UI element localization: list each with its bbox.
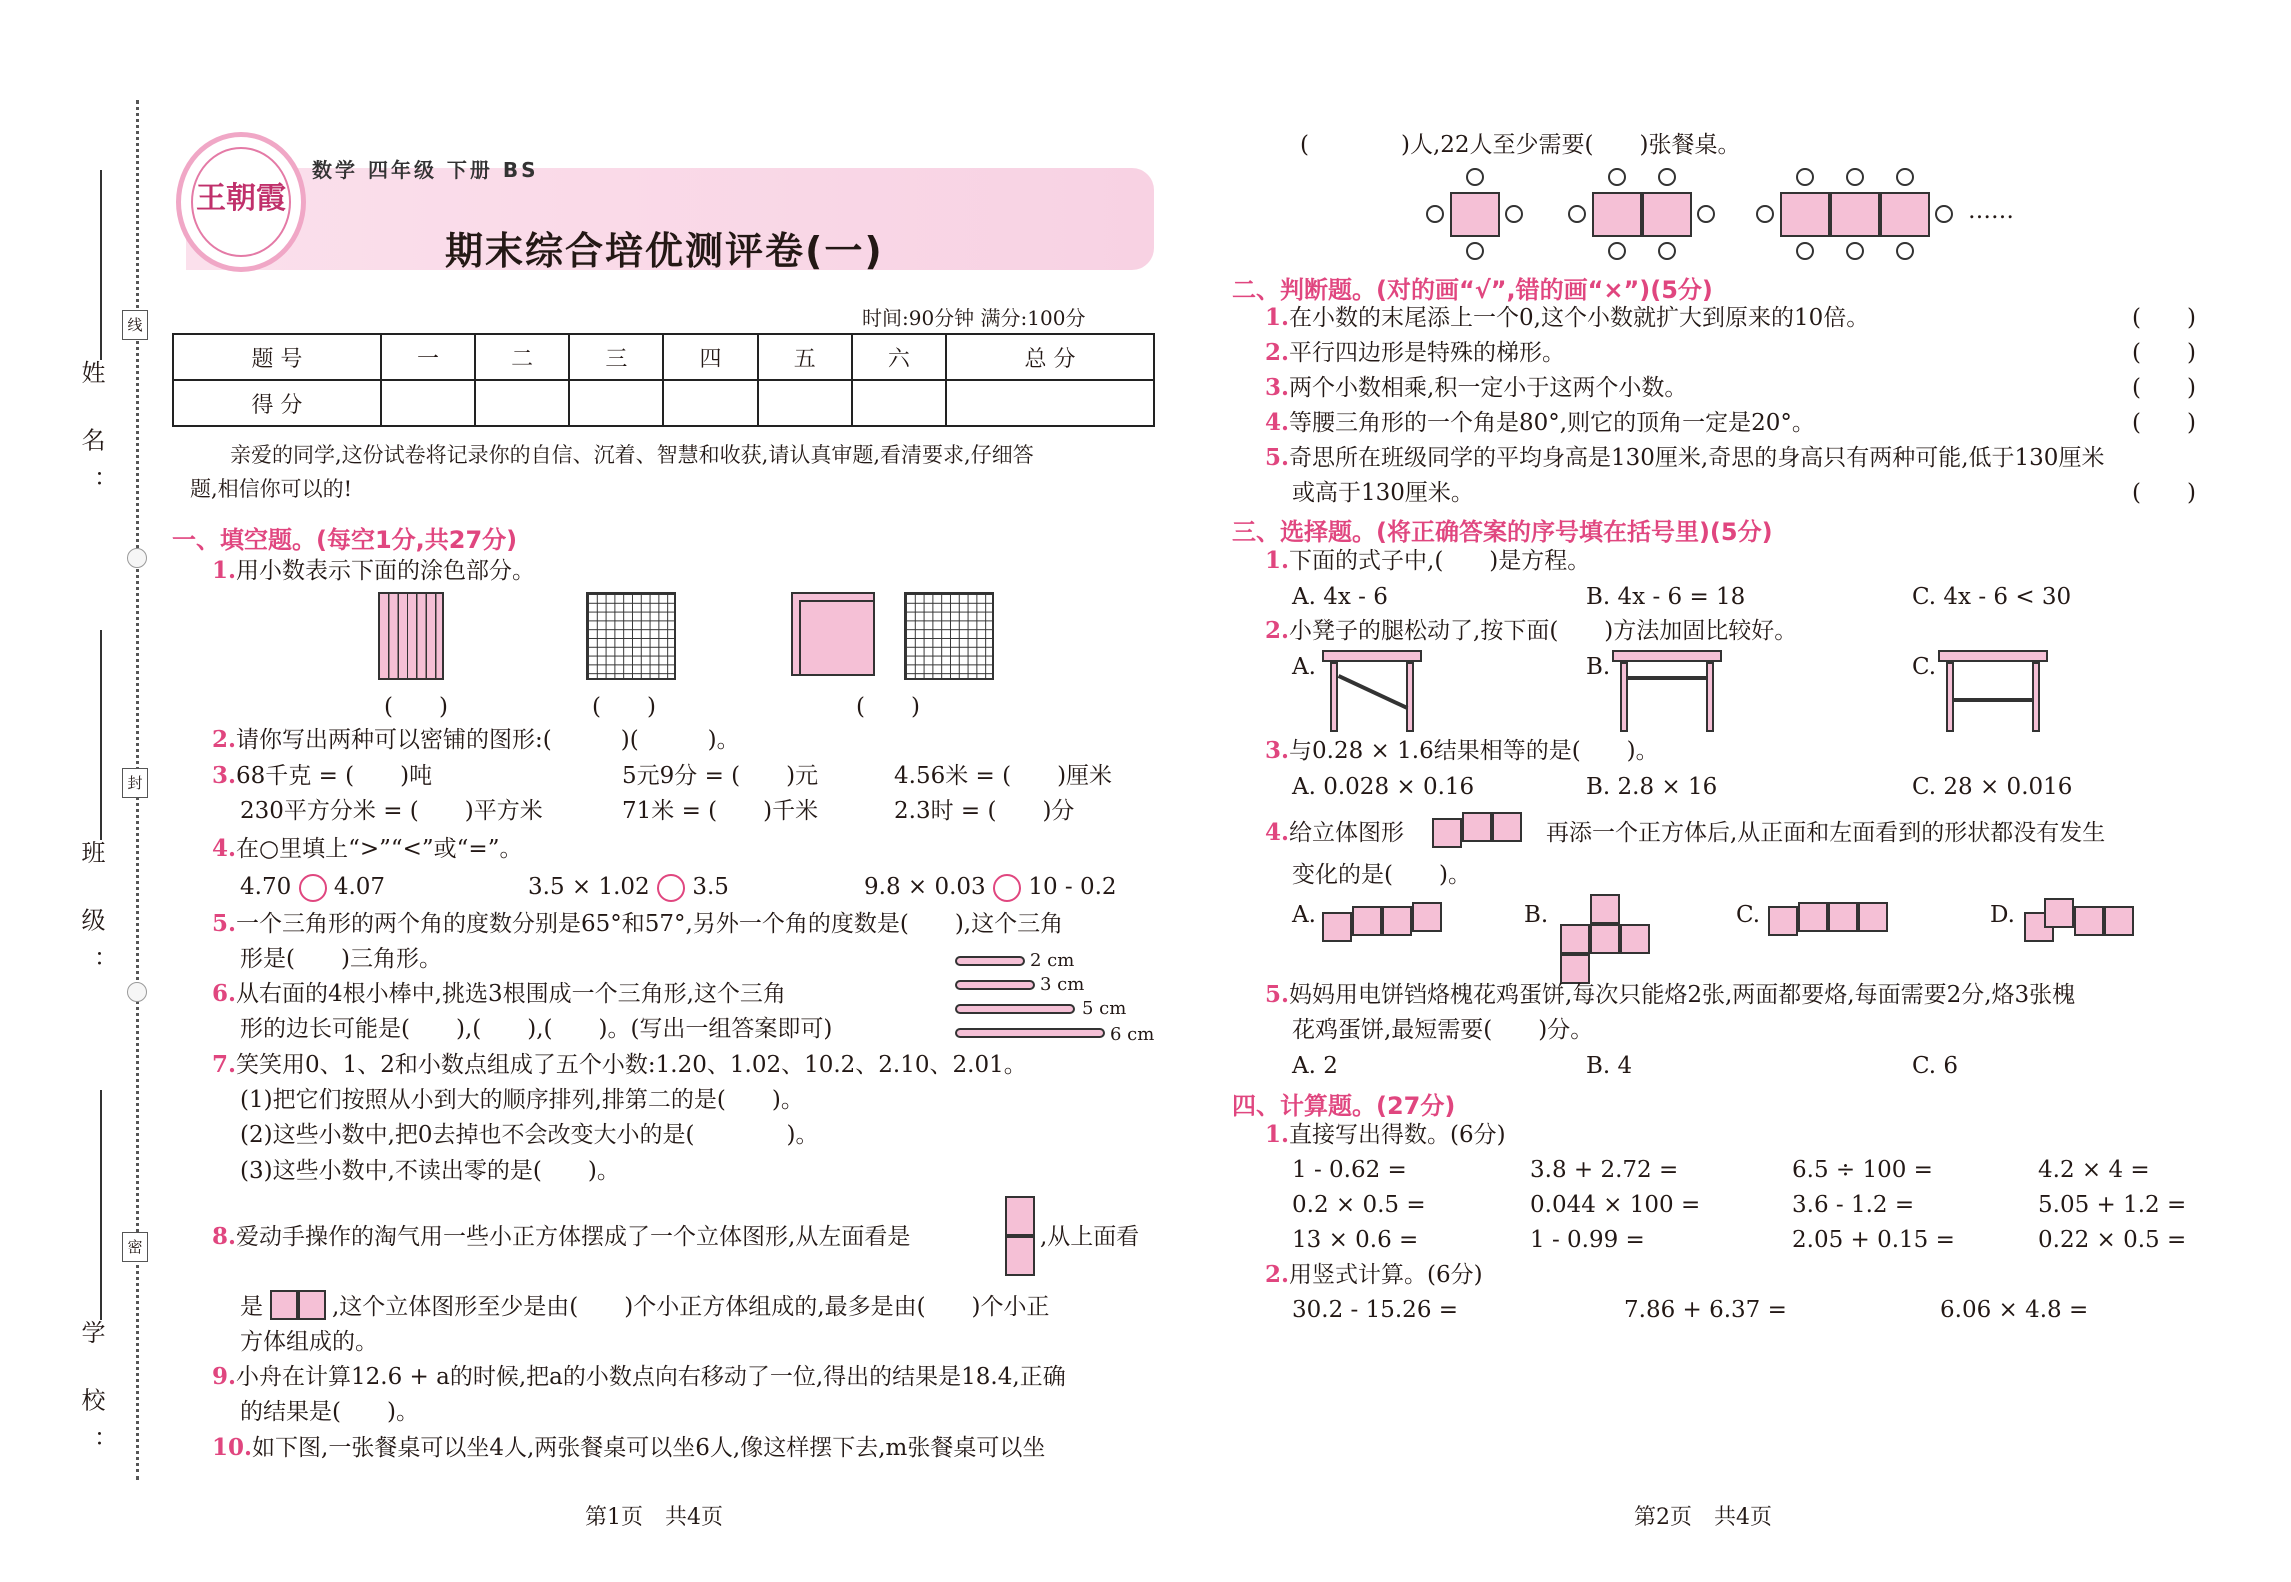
question-text: 在小数的末尾添上一个0,这个小数就扩大到原来的10倍。 bbox=[1289, 305, 1870, 331]
question-number: 3. bbox=[212, 762, 237, 789]
score-header-row bbox=[173, 334, 1154, 380]
solid-cube bbox=[1462, 812, 1492, 842]
table-cell: 一 bbox=[381, 334, 475, 380]
question-number: 2. bbox=[1265, 339, 1290, 366]
solid-cube bbox=[1352, 906, 1382, 936]
calc-item: 3.8 + 2.72 = bbox=[1530, 1157, 1679, 1183]
grid-figure bbox=[586, 592, 676, 680]
score-cell[interactable] bbox=[946, 380, 1154, 426]
school-label: 学 校： bbox=[77, 1320, 105, 1472]
question-text: 68千克 = ( )吨 bbox=[236, 763, 433, 789]
seat bbox=[1466, 168, 1484, 186]
binding-hole-icon bbox=[127, 548, 147, 568]
option[interactable]: A. bbox=[1292, 654, 1316, 680]
solid-cube bbox=[1590, 924, 1620, 954]
option[interactable]: C. bbox=[1736, 902, 1761, 928]
question-text: 妈妈用电饼铛烙槐花鸡蛋饼,每次只能烙2张,两面都要烙,每面需要2分,烙3张槐 bbox=[1289, 982, 2076, 1008]
option[interactable]: C. 6 bbox=[1912, 1053, 1959, 1079]
calc-item: 1 - 0.62 = bbox=[1292, 1157, 1407, 1183]
stick-label: 2 cm bbox=[1030, 950, 1075, 971]
option[interactable]: B. 4 bbox=[1586, 1053, 1633, 1079]
seat bbox=[1568, 205, 1586, 223]
seat bbox=[1846, 168, 1864, 186]
seat bbox=[1608, 242, 1626, 260]
option[interactable]: B. bbox=[1524, 902, 1549, 928]
question-number: 5. bbox=[1265, 981, 1290, 1008]
question-text: 笑笑用0、1、2和小数点组成了五个小数:1.20、1.02、10.2、2.10、2.01。 bbox=[236, 1052, 1027, 1078]
table-cell: 三 bbox=[569, 334, 663, 380]
question-text: 变化的是( )。 bbox=[1292, 862, 1471, 888]
answer-blank[interactable]: ( ) bbox=[856, 694, 920, 720]
top-view-cube bbox=[298, 1290, 326, 1320]
binding-tag-line: 线 bbox=[122, 310, 148, 340]
question-text: 等腰三角形的一个角是80°,则它的顶角一定是20°。 bbox=[1289, 410, 1815, 436]
question-number: 1. bbox=[1265, 1121, 1290, 1148]
dining-table bbox=[1780, 192, 1830, 237]
solid-cube bbox=[2044, 898, 2074, 928]
calc-item: 2.05 + 0.15 = bbox=[1792, 1227, 1955, 1253]
seat bbox=[1896, 168, 1914, 186]
solid-cube bbox=[1322, 912, 1352, 942]
stool-brace bbox=[1338, 674, 1409, 710]
dining-table bbox=[1592, 192, 1642, 237]
brand-logo bbox=[176, 132, 306, 272]
question-number: 8. bbox=[212, 1223, 237, 1250]
question-text: (1)把它们按照从小到大的顺序排列,排第二的是( )。 bbox=[240, 1087, 804, 1113]
score-cell[interactable] bbox=[475, 380, 569, 426]
question-text: 下面的式子中,( )是方程。 bbox=[1289, 548, 1591, 574]
stick-label: 5 cm bbox=[1082, 998, 1127, 1019]
question-text: 从右面的4根小棒中,挑选3根围成一个三角形,这个三角 bbox=[236, 981, 786, 1007]
solid-cube bbox=[1858, 902, 1888, 932]
option[interactable]: D. bbox=[1990, 902, 2015, 928]
solid-cube bbox=[1828, 902, 1858, 932]
seat bbox=[1796, 242, 1814, 260]
section-title: 三、选择题。(将正确答案的序号填在括号里)(5分) bbox=[1232, 518, 1773, 546]
score-row bbox=[173, 380, 1154, 426]
judge-blank[interactable]: ( ) bbox=[2132, 305, 2196, 331]
solid-cube bbox=[1492, 812, 1522, 842]
dining-table bbox=[1830, 192, 1880, 237]
option[interactable]: B. 2.8 × 16 bbox=[1586, 774, 1718, 800]
compare-right: 10 - 0.2 bbox=[1028, 874, 1117, 900]
table-cell: 五 bbox=[758, 334, 852, 380]
section-title: 四、计算题。(27分) bbox=[1232, 1092, 1456, 1120]
top-view-cube bbox=[270, 1290, 298, 1320]
seat bbox=[1658, 242, 1676, 260]
score-cell[interactable] bbox=[569, 380, 663, 426]
grid-figure bbox=[904, 592, 994, 680]
solid-cube bbox=[1590, 894, 1620, 924]
binding-tag-mi: 密 bbox=[122, 1232, 148, 1262]
question-text: 花鸡蛋饼,最短需要( )分。 bbox=[1292, 1017, 1594, 1043]
question-text: 形的边长可能是( ),( ),( )。(写出一组答案即可) bbox=[240, 1016, 833, 1042]
calc-item: 7.86 + 6.37 = bbox=[1624, 1297, 1787, 1323]
stick-label: 3 cm bbox=[1040, 974, 1085, 995]
question-number: 1. bbox=[1265, 304, 1290, 331]
question-number: 5. bbox=[212, 910, 237, 937]
stick-5cm bbox=[955, 1004, 1075, 1014]
seat bbox=[1756, 205, 1774, 223]
question-text: 小凳子的腿松动了,按下面( )方法加固比较好。 bbox=[1289, 618, 1798, 644]
option[interactable]: B. 4x - 6 = 18 bbox=[1586, 584, 1746, 610]
table-cell: 总 分 bbox=[946, 334, 1154, 380]
compare-left: 3.5 × 1.02 bbox=[528, 874, 650, 900]
option[interactable]: A. bbox=[1292, 902, 1316, 928]
calc-item: 4.2 × 4 = bbox=[2038, 1157, 2150, 1183]
question-text: ,这个立体图形至少是由( )个小正方体组成的,最多是由( )个小正 bbox=[332, 1294, 1050, 1320]
solid-cube bbox=[1432, 818, 1462, 848]
answer-blank[interactable]: ( ) bbox=[592, 694, 656, 720]
time-info: 时间:90分钟 满分:100分 bbox=[862, 306, 1086, 330]
option[interactable]: A. 2 bbox=[1292, 1053, 1338, 1079]
question-number: 1. bbox=[1265, 547, 1290, 574]
answer-blank[interactable]: ( ) bbox=[384, 694, 448, 720]
question-number: 4. bbox=[1265, 819, 1290, 846]
calc-item: 0.22 × 0.5 = bbox=[2038, 1227, 2187, 1253]
question-text: 71米 = ( )千米 bbox=[622, 798, 819, 824]
seat bbox=[1846, 242, 1864, 260]
option[interactable]: C. 4x - 6 < 30 bbox=[1912, 584, 2072, 610]
stick-2cm bbox=[955, 956, 1025, 966]
judge-blank[interactable]: ( ) bbox=[2132, 375, 2196, 401]
question-text: 方体组成的。 bbox=[240, 1329, 378, 1355]
solid-cube bbox=[2104, 906, 2134, 936]
question-text: 的结果是( )。 bbox=[240, 1399, 419, 1425]
question-text: 给立体图形 bbox=[1289, 820, 1405, 846]
stool-seat bbox=[1322, 650, 1422, 662]
intro-line: 亲爱的同学,这份试卷将记录你的自信、沉着、智慧和收获,请认真审题,看清要求,仔细答 bbox=[230, 443, 1034, 467]
score-cell[interactable] bbox=[663, 380, 757, 426]
compare-right: 3.5 bbox=[692, 874, 729, 900]
page-footer: 第2页 共4页 bbox=[1634, 1505, 1772, 1530]
seat bbox=[1796, 168, 1814, 186]
calc-item: 0.044 × 100 = bbox=[1530, 1192, 1701, 1218]
option[interactable]: C. 28 × 0.016 bbox=[1912, 774, 2073, 800]
question-text: 直接写出得数。(6分) bbox=[1289, 1122, 1506, 1148]
question-number: 6. bbox=[212, 980, 237, 1007]
seat bbox=[1505, 205, 1523, 223]
question-number: 5. bbox=[1265, 444, 1290, 471]
calc-item: 30.2 - 15.26 = bbox=[1292, 1297, 1459, 1323]
intro-line: 题,相信你可以的! bbox=[190, 477, 353, 501]
square-figure bbox=[799, 600, 875, 676]
stool-leg bbox=[1620, 662, 1628, 732]
solid-cube bbox=[1798, 902, 1828, 932]
question-text: 平行四边形是特殊的梯形。 bbox=[1289, 340, 1566, 366]
stool-seat bbox=[1938, 650, 2048, 662]
question-text: 再添一个正方体后,从正面和左面看到的形状都没有发生 bbox=[1546, 820, 2106, 846]
question-text: 与0.28 × 1.6结果相等的是( )。 bbox=[1289, 738, 1659, 764]
dining-table bbox=[1642, 192, 1692, 237]
stool-brace bbox=[1628, 676, 1706, 680]
option[interactable]: A. 4x - 6 bbox=[1292, 584, 1388, 610]
calc-item: 5.05 + 1.2 = bbox=[2038, 1192, 2187, 1218]
seat bbox=[1697, 205, 1715, 223]
question-number: 4. bbox=[1265, 409, 1290, 436]
binding-hole-icon bbox=[127, 982, 147, 1002]
stool-leg bbox=[2032, 662, 2040, 732]
stick-label: 6 cm bbox=[1110, 1024, 1155, 1045]
compare-circle[interactable] bbox=[299, 874, 327, 902]
question-number: 2. bbox=[212, 726, 237, 753]
seat bbox=[1426, 205, 1444, 223]
solid-cube bbox=[1382, 906, 1412, 936]
question-text: 小舟在计算12.6 + a的时候,把a的小数点向右移动了一位,得出的结果是18.4,正确 bbox=[236, 1364, 1066, 1390]
solid-cube bbox=[1412, 902, 1442, 932]
option[interactable]: A. 0.028 × 0.16 bbox=[1292, 774, 1475, 800]
table-cell: 题 号 bbox=[173, 334, 381, 380]
stick-6cm bbox=[955, 1028, 1105, 1038]
calc-item: 0.2 × 0.5 = bbox=[1292, 1192, 1426, 1218]
question-text: (3)这些小数中,不读出零的是( )。 bbox=[240, 1158, 620, 1184]
calc-item: 3.6 - 1.2 = bbox=[1792, 1192, 1915, 1218]
question-text: 4.56米 = ( )厘米 bbox=[894, 763, 1113, 789]
solid-cube bbox=[2074, 906, 2104, 936]
striped-figure bbox=[378, 592, 444, 680]
school-field[interactable] bbox=[100, 1090, 102, 1320]
question-number: 10. bbox=[212, 1434, 253, 1461]
calc-item: 6.06 × 4.8 = bbox=[1940, 1297, 2089, 1323]
page-footer: 第1页 共4页 bbox=[585, 1505, 723, 1530]
name-label: 姓 名： bbox=[77, 360, 105, 512]
table-cell: 二 bbox=[475, 334, 569, 380]
stick-3cm bbox=[955, 980, 1035, 990]
dining-table bbox=[1450, 192, 1500, 237]
question-number: 2. bbox=[1265, 617, 1290, 644]
left-view-cube bbox=[1005, 1236, 1035, 1276]
question-text: 两个小数相乘,积一定小于这两个小数。 bbox=[1289, 375, 1688, 401]
question-number: 2. bbox=[1265, 1261, 1290, 1288]
table-cell: 得 分 bbox=[173, 380, 381, 426]
question-number: 1. bbox=[212, 557, 237, 584]
judge-blank[interactable]: ( ) bbox=[2132, 480, 2196, 506]
compare-left: 4.70 bbox=[240, 874, 292, 900]
subject-line: 数学 四年级 下册 BS bbox=[312, 158, 539, 182]
calc-item: 13 × 0.6 = bbox=[1292, 1227, 1419, 1253]
solid-cube bbox=[1768, 906, 1798, 936]
question-text: 是 bbox=[240, 1294, 263, 1320]
judge-blank[interactable]: ( ) bbox=[2132, 410, 2196, 436]
dining-table bbox=[1880, 192, 1930, 237]
question-number: 3. bbox=[1265, 737, 1290, 764]
compare-right: 4.07 bbox=[333, 874, 386, 900]
question-text: 5元9分 = ( )元 bbox=[622, 763, 819, 789]
question-text: ,从上面看 bbox=[1040, 1224, 1140, 1250]
question-text: 形是( )三角形。 bbox=[240, 946, 442, 972]
table-cell: 六 bbox=[852, 334, 946, 380]
seat bbox=[1466, 242, 1484, 260]
question-text: 用竖式计算。(6分) bbox=[1289, 1262, 1483, 1288]
question-text: 或高于130厘米。 bbox=[1292, 480, 1474, 506]
question-text: 2.3时 = ( )分 bbox=[894, 798, 1075, 824]
score-cell[interactable] bbox=[758, 380, 852, 426]
compare-circle[interactable] bbox=[993, 874, 1021, 902]
seat bbox=[1608, 168, 1626, 186]
seat bbox=[1896, 242, 1914, 260]
question-text: 一个三角形的两个角的度数分别是65°和57°,另外一个角的度数是( ),这个三角 bbox=[236, 911, 1064, 937]
question-text: ( )人,22人至少需要( )张餐桌。 bbox=[1300, 132, 1741, 158]
score-cell[interactable] bbox=[381, 380, 475, 426]
question-number: 9. bbox=[212, 1363, 237, 1390]
table-cell: 四 bbox=[663, 334, 757, 380]
class-field[interactable] bbox=[100, 630, 102, 840]
question-text: 230平方分米 = ( )平方米 bbox=[240, 798, 543, 824]
question-text: 在○里填上“>”“<”或“=”。 bbox=[236, 836, 523, 862]
stool-leg bbox=[1706, 662, 1714, 732]
judge-blank[interactable]: ( ) bbox=[2132, 340, 2196, 366]
compare-left: 9.8 × 0.03 bbox=[864, 874, 986, 900]
page-title: 期末综合培优测评卷(一) bbox=[445, 229, 884, 273]
solid-cube bbox=[1560, 924, 1590, 954]
score-table bbox=[172, 333, 1155, 427]
seat bbox=[1658, 168, 1676, 186]
section-title: 一、填空题。(每空1分,共27分) bbox=[172, 526, 518, 554]
question-text: 用小数表示下面的涂色部分。 bbox=[236, 558, 536, 584]
option[interactable]: C. bbox=[1912, 654, 1937, 680]
left-view-cube bbox=[1005, 1196, 1035, 1236]
question-number: 3. bbox=[1265, 374, 1290, 401]
question-text: 如下图,一张餐桌可以坐4人,两张餐桌可以坐6人,像这样摆下去,m张餐桌可以坐 bbox=[252, 1435, 1046, 1461]
question-number: 4. bbox=[212, 835, 237, 862]
seat bbox=[1935, 205, 1953, 223]
ellipsis: …… bbox=[1968, 198, 2014, 224]
calc-item: 1 - 0.99 = bbox=[1530, 1227, 1645, 1253]
question-text: 爱动手操作的淘气用一些小正方体摆成了一个立体图形,从左面看是 bbox=[236, 1224, 911, 1250]
stool-leg bbox=[1946, 662, 1954, 732]
binding-tag-seal: 封 bbox=[122, 768, 148, 798]
logo-text: 王朝霞 bbox=[191, 147, 291, 257]
section-title: 二、判断题。(对的画“√”,错的画“×”)(5分) bbox=[1232, 276, 1713, 304]
stool-brace bbox=[1954, 698, 2032, 702]
option[interactable]: B. bbox=[1586, 654, 1611, 680]
name-field[interactable] bbox=[100, 170, 102, 360]
stool-seat bbox=[1612, 650, 1722, 662]
question-number: 7. bbox=[212, 1051, 237, 1078]
stool-leg bbox=[1406, 662, 1414, 732]
compare-circle[interactable] bbox=[657, 874, 685, 902]
question-text: 奇思所在班级同学的平均身高是130厘米,奇思的身高只有两种可能,低于130厘米 bbox=[1289, 445, 2105, 471]
question-text: (2)这些小数中,把0去掉也不会改变大小的是( )。 bbox=[240, 1122, 819, 1148]
calc-item: 6.5 ÷ 100 = bbox=[1792, 1157, 1933, 1183]
class-label: 班 级： bbox=[77, 840, 105, 992]
score-cell[interactable] bbox=[852, 380, 946, 426]
stool-leg bbox=[1330, 662, 1338, 732]
question-text: 请你写出两种可以密铺的图形:( )( )。 bbox=[236, 727, 740, 753]
solid-cube bbox=[1620, 924, 1650, 954]
